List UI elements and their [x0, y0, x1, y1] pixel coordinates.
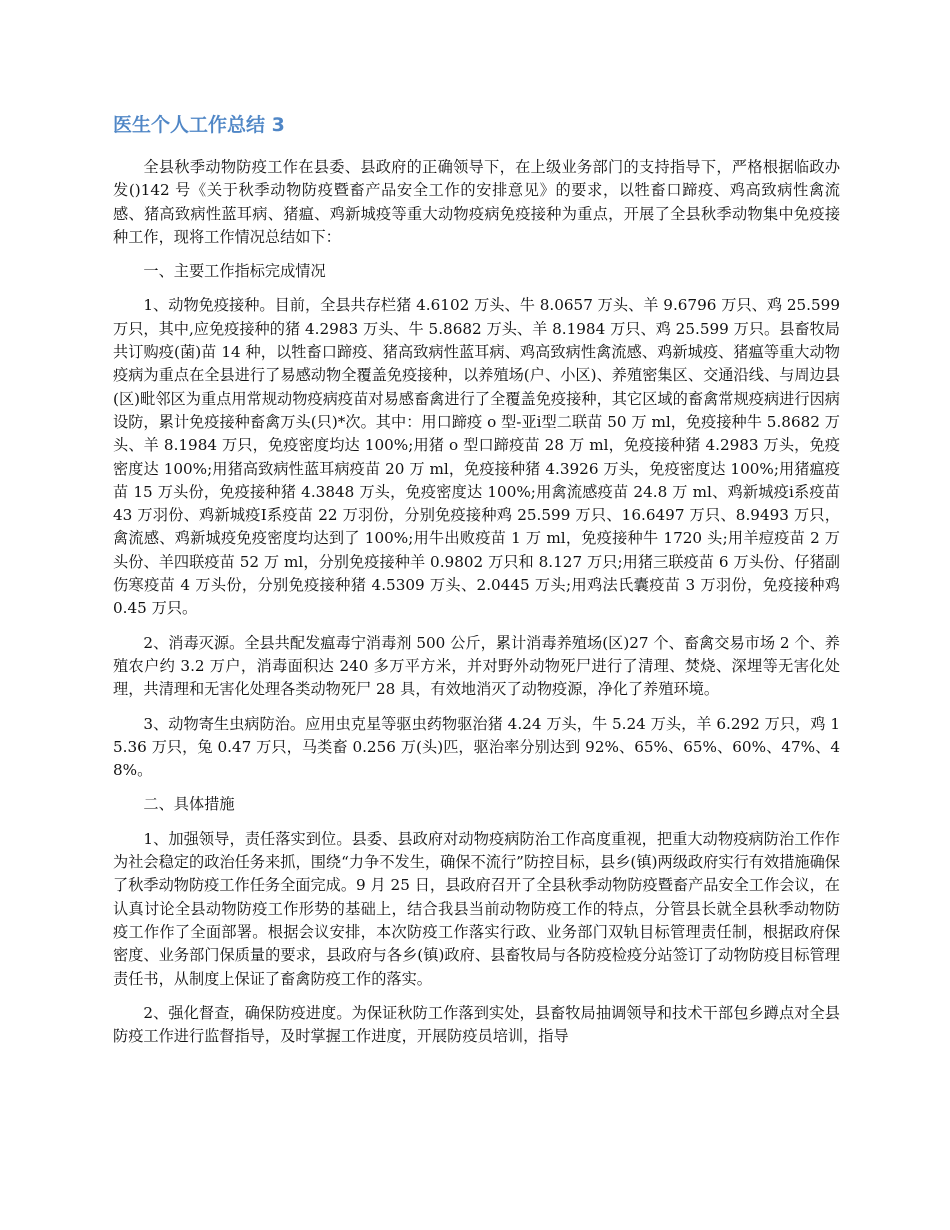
paragraph-supervision: 2、强化督查，确保防疫进度。为保证秋防工作落到实处，县畜牧局抽调领导和技术干部包乡蹲点对全县防疫工作进行监督指导，及时掌握工作进度，开展防疫员培训，指导: [113, 1003, 840, 1046]
document-page: [113, 112, 840, 1059]
intro-paragraph: 全县秋季动物防疫工作在县委、县政府的正确领导下，在上级业务部门的支持指导下，严格根据临政办发()142 号《关于秋季动物防疫暨畜产品安全工作的安排意见》的要求，以牲畜口蹄疫、鸡高致病性禽流感、猪高致病性蓝耳病、猪瘟、鸡新城疫等重大动物疫病免疫接种为重点，开展了全县秋季动物集中免疫接种工作，现将工作情况总结如下：: [113, 158, 840, 246]
paragraph-disinfection: 2、消毒灭源。全县共配发瘟毒宁消毒剂 500 公斤，累计消毒养殖场(区)27 个、畜禽交易市场 2 个、养殖农户约 3.2 万户，消毒面积达 240 多万平方米，并对野外动物死尸进行了清理、焚烧、深埋等无害化处理，共清理和无害化处理各类动物死尸 28 具，有效地消灭了动物疫源，净化了养殖环境。: [113, 633, 840, 699]
document-title: 医生个人工作总结 3: [113, 114, 285, 136]
paragraph-immunization: 1、动物免疫接种。目前，全县共存栏猪 4.6102 万头、牛 8.0657 万头、羊 9.6796 万只、鸡 25.599 万只，其中,应免疫接种的猪 4.2983 万头、牛 5.8682 万头、羊 8.1984 万只、鸡 25.599 万只。县畜牧局共订购疫(菌)苗 14 种，以牲畜口蹄疫、猪高致病性蓝耳病、鸡高致病性禽流感、鸡新城疫、猪瘟等重大动物疫病为重点在全县进行了易感动物全覆盖免疫接种，以养殖场(户、小区)、养殖密集区、交通沿线、与周边县(区)毗邻区为重点用常规动物疫病疫苗对易感畜禽进行了全覆盖免疫接种，其它区域的畜禽常规疫病进行因病设防，累计免疫接种畜禽万头(只)*次。其中：用口蹄疫 o 型-亚ⅰ型二联苗 50 万 ml，免疫接种牛 5.8682 万头、羊 8.1984 万只，免疫密度均达 100%;用猪 o 型口蹄疫苗 28 万 ml，免疫接种猪 4.2983 万头，免疫密度达 100%;用猪高致病性蓝耳病疫苗 20 万 ml，免疫接种猪 4.3926 万头，免疫密度达 100%;用猪瘟疫苗 15 万头份，免疫接种猪 4.3848 万头，免疫密度达 100%;用禽流感疫苗 24.8 万 ml、鸡新城疫ⅰ系疫苗 43 万羽份、鸡新城疫Ⅰ系疫苗 22 万羽份，分别免疫接种鸡 25.599 万只、16.6497 万只、8.9493 万只，禽流感、鸡新城疫免疫密度均达到了 100%;用牛出败疫苗 1 万 ml，免疫接种牛 1720 头;用羊痘疫苗 2 万头份、羊四联疫苗 52 万 ml，分别免疫接种羊 0.9802 万只和 8.127 万只;用猪三联疫苗 6 万头份、仔猪副伤寒疫苗 4 万头份，分别免疫接种猪 4.5309 万头、2.0445 万头;用鸡法氏囊疫苗 3 万羽份，免疫接种鸡 0.45 万只。: [113, 296, 840, 618]
section-heading-1: 一、主要工作指标完成情况: [143, 262, 326, 281]
paragraph-parasite-control: 3、动物寄生虫病防治。应用虫克星等驱虫药物驱治猪 4.24 万头，牛 5.24 万头，羊 6.292 万只，鸡 15.36 万只，兔 0.47 万只，马类畜 0.256 万(头)匹，驱治率分别达到 92%、65%、65%、60%、47%、48%。: [113, 714, 840, 780]
paragraph-leadership: 1、加强领导，责任落实到位。县委、县政府对动物疫病防治工作高度重视，把重大动物疫病防治工作作为社会稳定的政治任务来抓，围绕“力争不发生，确保不流行”防控目标，县乡(镇)两级政府实行有效措施确保了秋季动物防疫工作任务全面完成。9 月 25 日，县政府召开了全县秋季动物防疫暨畜产品安全工作会议，在认真讨论全县动物防疫工作形势的基础上，结合我县当前动物防疫工作的特点，分管县长就全县秋季动物防疫工作作了全面部署。根据会议安排，本次防疫工作落实行政、业务部门双轨目标管理责任制，根据政府保密度、业务部门保质量的要求，县政府与各乡(镇)政府、县畜牧局与各防疫检疫分站签订了动物防疫目标管理责任书，从制度上保证了畜禽防疫工作的落实。: [113, 829, 840, 988]
section-heading-2: 二、具体措施: [143, 795, 235, 814]
